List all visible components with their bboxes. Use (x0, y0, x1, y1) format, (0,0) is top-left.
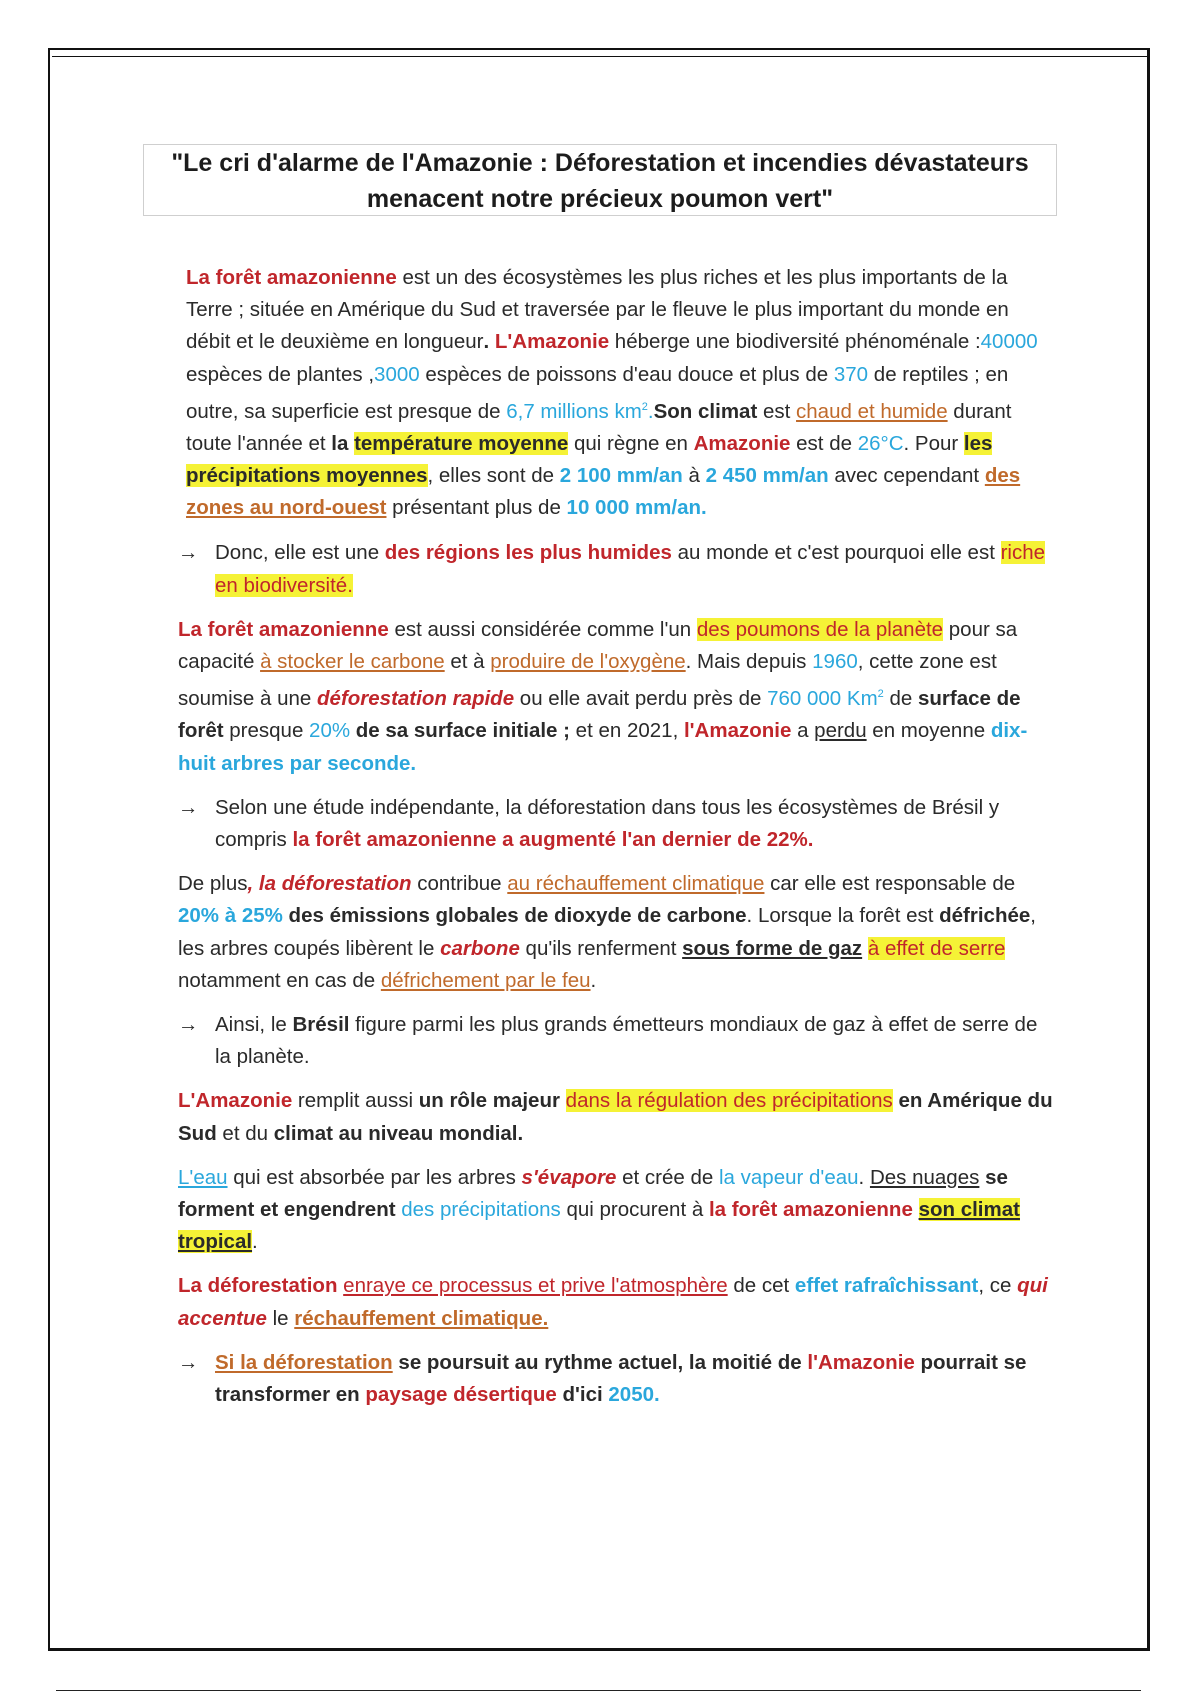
superscript: 2 (641, 400, 648, 413)
text-span: effet rafraîchissant (794, 1274, 979, 1298)
arrow-icon: → (178, 795, 199, 819)
text-span: , elles sont de (427, 464, 560, 488)
arrow-icon: → (178, 541, 199, 565)
text-span: 370 (833, 362, 869, 386)
text-span: 3000 (374, 362, 420, 386)
text-span: l'Amazonie (683, 719, 792, 743)
highlight: son climat tropical (178, 1197, 1020, 1254)
text-span: de (883, 687, 918, 711)
text-span: la forêt amazonienne a augmenté l'an dernier de 22%. (292, 827, 814, 851)
text-span: dix-huit arbres par seconde. (178, 719, 1028, 775)
text-span: , cette zone est soumise à une (178, 650, 997, 711)
text-span: La forêt amazonienne (186, 266, 397, 289)
title-line-1: "Le cri d'alarme de l'Amazonie : Déforestation et incendies dévastateurs (171, 149, 1029, 177)
text-span: qui règne en (568, 431, 694, 455)
text-span: qu'ils renferment (519, 936, 683, 960)
text-span: . (590, 968, 597, 992)
text-span: est (757, 399, 797, 423)
text-span: Son climat (653, 399, 758, 423)
text-span: de reptiles ; en outre, sa superficie est presque de (186, 362, 1009, 423)
text-span: défrichée (939, 904, 1031, 928)
text-span: la vapeur d'eau (719, 1165, 859, 1189)
arrow-point-2 (178, 792, 1058, 856)
text-span: qui procurent à (560, 1197, 709, 1221)
text-span: climat au niveau mondial. (273, 1121, 524, 1145)
text-span: 26°C (857, 431, 904, 455)
text-span: a (791, 719, 815, 743)
text-span: héberge une biodiversité phénoménale : (609, 330, 981, 354)
text-span: sous forme de gaz (682, 936, 863, 960)
text-span: . Mais depuis (685, 650, 813, 674)
text-span: . Pour (903, 431, 964, 455)
text-span: 20% à 25% (178, 904, 283, 928)
arrow-icon: → (178, 1012, 199, 1036)
text-span: espèces de poissons d'eau douce et plus de (419, 362, 834, 386)
text-span: avec cependant (828, 464, 985, 488)
text-span: et du (216, 1121, 274, 1145)
text-span: , les arbres coupés libèrent le (178, 904, 1036, 960)
title-line-2: menacent notre précieux poumon vert" (366, 185, 834, 213)
text-span: et à (444, 650, 491, 674)
text-span: qui est absorbée par les arbres (227, 1165, 522, 1189)
text-span: . Lorsque la forêt est (746, 904, 940, 928)
text-span: . (252, 1230, 258, 1254)
text-span: chaud et humide (796, 399, 948, 423)
text-span: notamment en cas de (178, 968, 381, 992)
text-span: pourrait se transformer en (215, 1350, 1027, 1406)
text-span: des zones au nord-ouest (186, 464, 1021, 520)
arrow-point-3 (178, 1009, 1058, 1073)
text-span (560, 1089, 566, 1112)
text-span: un rôle majeur (418, 1089, 560, 1113)
text-span: contribue (411, 872, 508, 896)
text-span: en moyenne (866, 719, 991, 743)
text-span: des régions les plus humides (384, 541, 672, 565)
text-span: des précipitations (395, 1197, 561, 1221)
highlight: des poumons de la planète (696, 617, 944, 641)
text-span: Si la déforestation (215, 1350, 393, 1374)
text-span: , ce (978, 1274, 1018, 1298)
text-span: 6,7 millions km (506, 399, 642, 423)
arrow-point-1 (178, 537, 1058, 601)
text-span: et en 2021, (569, 719, 684, 743)
text-span: La forêt amazonienne (178, 617, 389, 641)
text-span: produire de l'oxygène (490, 650, 686, 674)
paragraph-warming (178, 868, 1058, 997)
document-body (178, 262, 1058, 1411)
text-span: le (266, 1306, 295, 1330)
text-span: 20% (309, 719, 351, 743)
text-span: 2 100 mm/an (559, 464, 683, 488)
text-span: 760 000 Km (767, 687, 878, 711)
text-span: 2 450 mm/an (705, 464, 829, 488)
text-span: au monde et c'est pourquoi elle est (671, 541, 1001, 565)
text-span (913, 1198, 919, 1221)
text-span: perdu (814, 719, 867, 743)
text-span: L'eau (178, 1165, 228, 1189)
text-span: L'Amazonie (494, 330, 610, 354)
text-span: la (331, 431, 355, 455)
paragraph-lungs (178, 614, 1058, 780)
text-span: carbone (440, 936, 520, 960)
highlight: dans la régulation des précipitations (565, 1089, 893, 1113)
text-span: de sa surface initiale ; (350, 719, 570, 743)
text-span: se poursuit au rythme actuel, la moitié de (392, 1350, 808, 1374)
arrow-point-4 (178, 1347, 1058, 1411)
text-span: en Amérique du Sud (178, 1089, 1053, 1145)
text-span: enraye ce processus et prive l'atmosphère (343, 1274, 728, 1298)
text-span: paysage désertique (365, 1382, 557, 1406)
text-span: pour sa capacité (178, 617, 1018, 674)
arrow-icon: → (178, 1350, 199, 1374)
text-span: Brésil (292, 1012, 350, 1036)
text-span: presque (223, 719, 310, 743)
text-span: , la déforestation (247, 872, 412, 896)
document-title (143, 144, 1057, 216)
highlight: riche en biodiversité. (215, 541, 1046, 597)
text-span: présentant plus de (386, 496, 567, 520)
text-span: 10 000 mm/an. (566, 496, 707, 520)
text-span: défrichement par le feu (380, 968, 591, 992)
text-span: espèces de plantes , (186, 362, 375, 386)
text-span: des émissions globales de dioxyde de carbone (282, 904, 747, 928)
paragraph-water-cycle (178, 1162, 1058, 1259)
text-span: De plus (178, 872, 248, 896)
highlight: les précipitations moyennes (186, 431, 993, 488)
text-span: 2050. (608, 1382, 660, 1406)
text-span: l'Amazonie (807, 1350, 915, 1374)
text-span: figure parmi les plus grands émetteurs mondiaux de gaz à effet de serre de la planète. (215, 1012, 1038, 1069)
text-span: déforestation rapide (317, 687, 515, 711)
text-span: à (682, 464, 706, 488)
bottom-rule (56, 1690, 1141, 1691)
text-span (862, 937, 868, 960)
text-span: d'ici (556, 1382, 609, 1406)
text-span: et crée de (616, 1165, 719, 1189)
text-span: la forêt amazonienne (708, 1197, 913, 1221)
text-span: est de (790, 431, 858, 455)
text-span: est aussi considérée comme l'un (388, 617, 697, 641)
text-span: Des nuages (869, 1165, 980, 1189)
text-span: qui accentue (178, 1274, 1048, 1330)
text-span: Amazonie (693, 431, 791, 455)
text-span: car elle est responsable de (764, 872, 1016, 896)
text-span: Selon une étude indépendante, la déforestation dans tous les écosystèmes de Brésil y compris (215, 795, 1000, 851)
text-span: au réchauffement climatique (507, 872, 765, 896)
text-span: Ainsi, le (215, 1012, 293, 1036)
text-span: remplit aussi (292, 1089, 419, 1113)
text-span: de cet (727, 1274, 795, 1298)
paragraph-consequence (178, 1270, 1058, 1334)
text-span: . (483, 330, 495, 354)
text-span: réchauffement climatique. (294, 1306, 549, 1330)
text-span: s'évapore (521, 1165, 617, 1189)
text-span: à stocker le carbone (260, 650, 445, 674)
text-span: durant toute l'année et (186, 399, 1012, 455)
text-span: . (647, 399, 654, 423)
paragraph-regulation (178, 1085, 1058, 1149)
text-span: . (858, 1165, 870, 1189)
text-span: La déforestation (178, 1274, 338, 1298)
text-span: 40000 (980, 330, 1038, 354)
text-span: Donc, elle est une (215, 541, 385, 565)
highlight: température moyenne (354, 431, 569, 455)
text-span: ou elle avait perdu près de (514, 687, 768, 711)
highlight: à effet de serre (867, 936, 1006, 960)
text-span: se forment et engendrent (178, 1165, 1008, 1221)
text-span: L'Amazonie (178, 1089, 293, 1113)
text-span: est un des écosystèmes les plus riches et les plus importants de la Terre ; située en Amérique du Sud et traversée par le fleuve le plus important du monde en débit et le deuxième en longueur (186, 266, 1009, 354)
text-span: surface de forêt (178, 687, 1021, 743)
page-border-double-line (52, 56, 1147, 57)
text-span: 1960 (812, 650, 858, 674)
superscript: 2 (877, 688, 884, 701)
paragraph-intro (186, 262, 1058, 524)
